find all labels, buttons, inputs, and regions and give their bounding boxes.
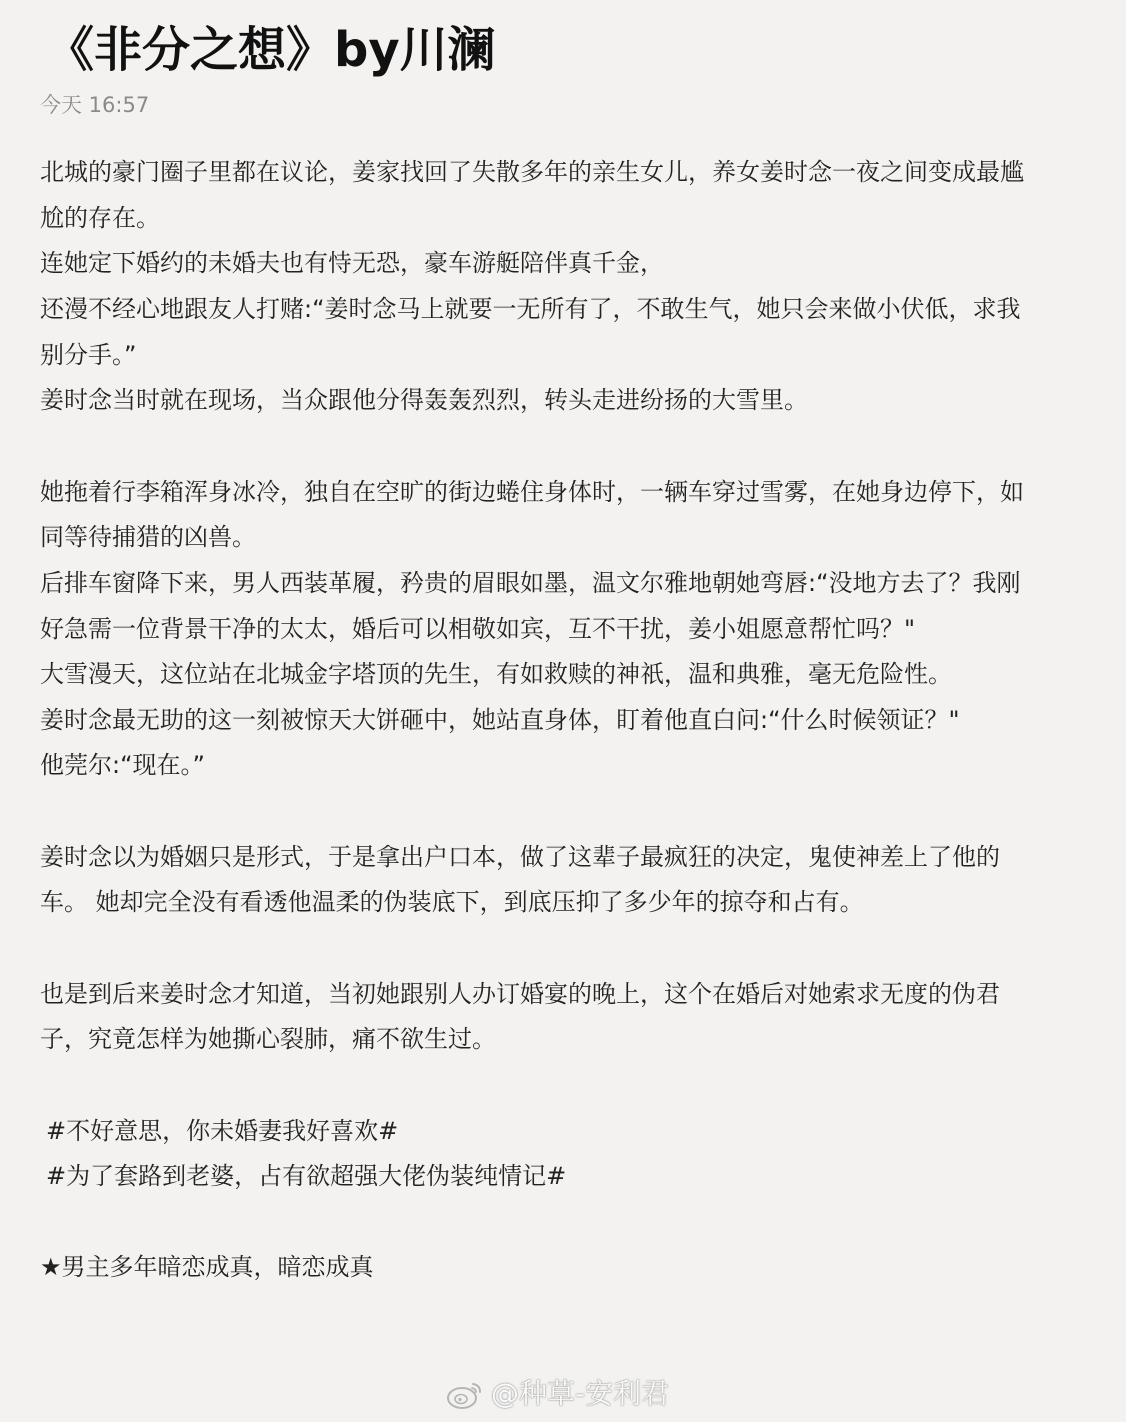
page-title: 《非分之想》by川澜	[46, 22, 496, 78]
body-line: 大雪漫天，这位站在北城金字塔顶的先生，有如救赎的神祇，温和典雅，毫无危险性。	[40, 660, 952, 688]
body-line: 尬的存在。	[40, 204, 160, 232]
note-line: ★男主多年暗恋成真，暗恋成真	[40, 1253, 374, 1281]
body-line: 姜时念当时就在现场，当众跟他分得轰轰烈烈，转头走进纷扬的大雪里。	[40, 386, 808, 414]
body-line: 连她定下婚约的未婚夫也有恃无恐，豪车游艇陪伴真千金，	[40, 249, 664, 277]
timestamp: 今天 16:57	[40, 93, 150, 117]
hashtag: #不好意思，你未婚妻我好喜欢#	[46, 1117, 399, 1145]
body-line: 她拖着行李箱浑身冰冷，独自在空旷的街边蜷住身体时，一辆车穿过雪雾，在她身边停下，如	[40, 478, 1024, 506]
body-line: 也是到后来姜时念才知道，当初她跟别人办订婚宴的晚上，这个在婚后对她索求无度的伪君	[40, 980, 1000, 1008]
body-line: 车。 她却完全没有看透他温柔的伪装底下，到底压抑了多少年的掠夺和占有。	[40, 888, 864, 916]
body-line: 后排车窗降下来，男人西装革履，矜贵的眉眼如墨，温文尔雅地朝她弯唇:“没地方去了？我刚	[40, 569, 1021, 597]
body-line: 同等待捕猎的凶兽。	[40, 523, 256, 551]
body-line: 姜时念以为婚姻只是形式，于是拿出户口本，做了这辈子最疯狂的决定，鬼使神差上了他的	[40, 843, 1000, 871]
body-line: 还漫不经心地跟友人打赌:“姜时念马上就要一无所有了，不敢生气，她只会来做小伏低，求我	[40, 295, 1021, 323]
body-line: 姜时念最无助的这一刻被惊天大饼砸中，她站直身体，盯着他直白问:“什么时候领证？"	[40, 706, 960, 734]
body-line: 他莞尔:“现在。”	[40, 751, 205, 779]
body-line: 子，究竟怎样为她撕心裂肺，痛不欲生过。	[40, 1025, 496, 1053]
weibo-logo-icon	[445, 1378, 485, 1410]
body-line: 好急需一位背景干净的太太，婚后可以相敬如宾，互不干扰，姜小姐愿意帮忙吗？"	[40, 615, 916, 643]
watermark	[445, 1374, 669, 1414]
body-line: 北城的豪门圈子里都在议论，姜家找回了失散多年的亲生女儿，养女姜时念一夜之间变成最尴	[40, 158, 1024, 186]
hashtag: #为了套路到老婆，占有欲超强大佬伪装纯情记#	[46, 1162, 567, 1190]
watermark-text: @种草-安利君	[491, 1377, 670, 1410]
body-line: 别分手。”	[40, 341, 137, 369]
